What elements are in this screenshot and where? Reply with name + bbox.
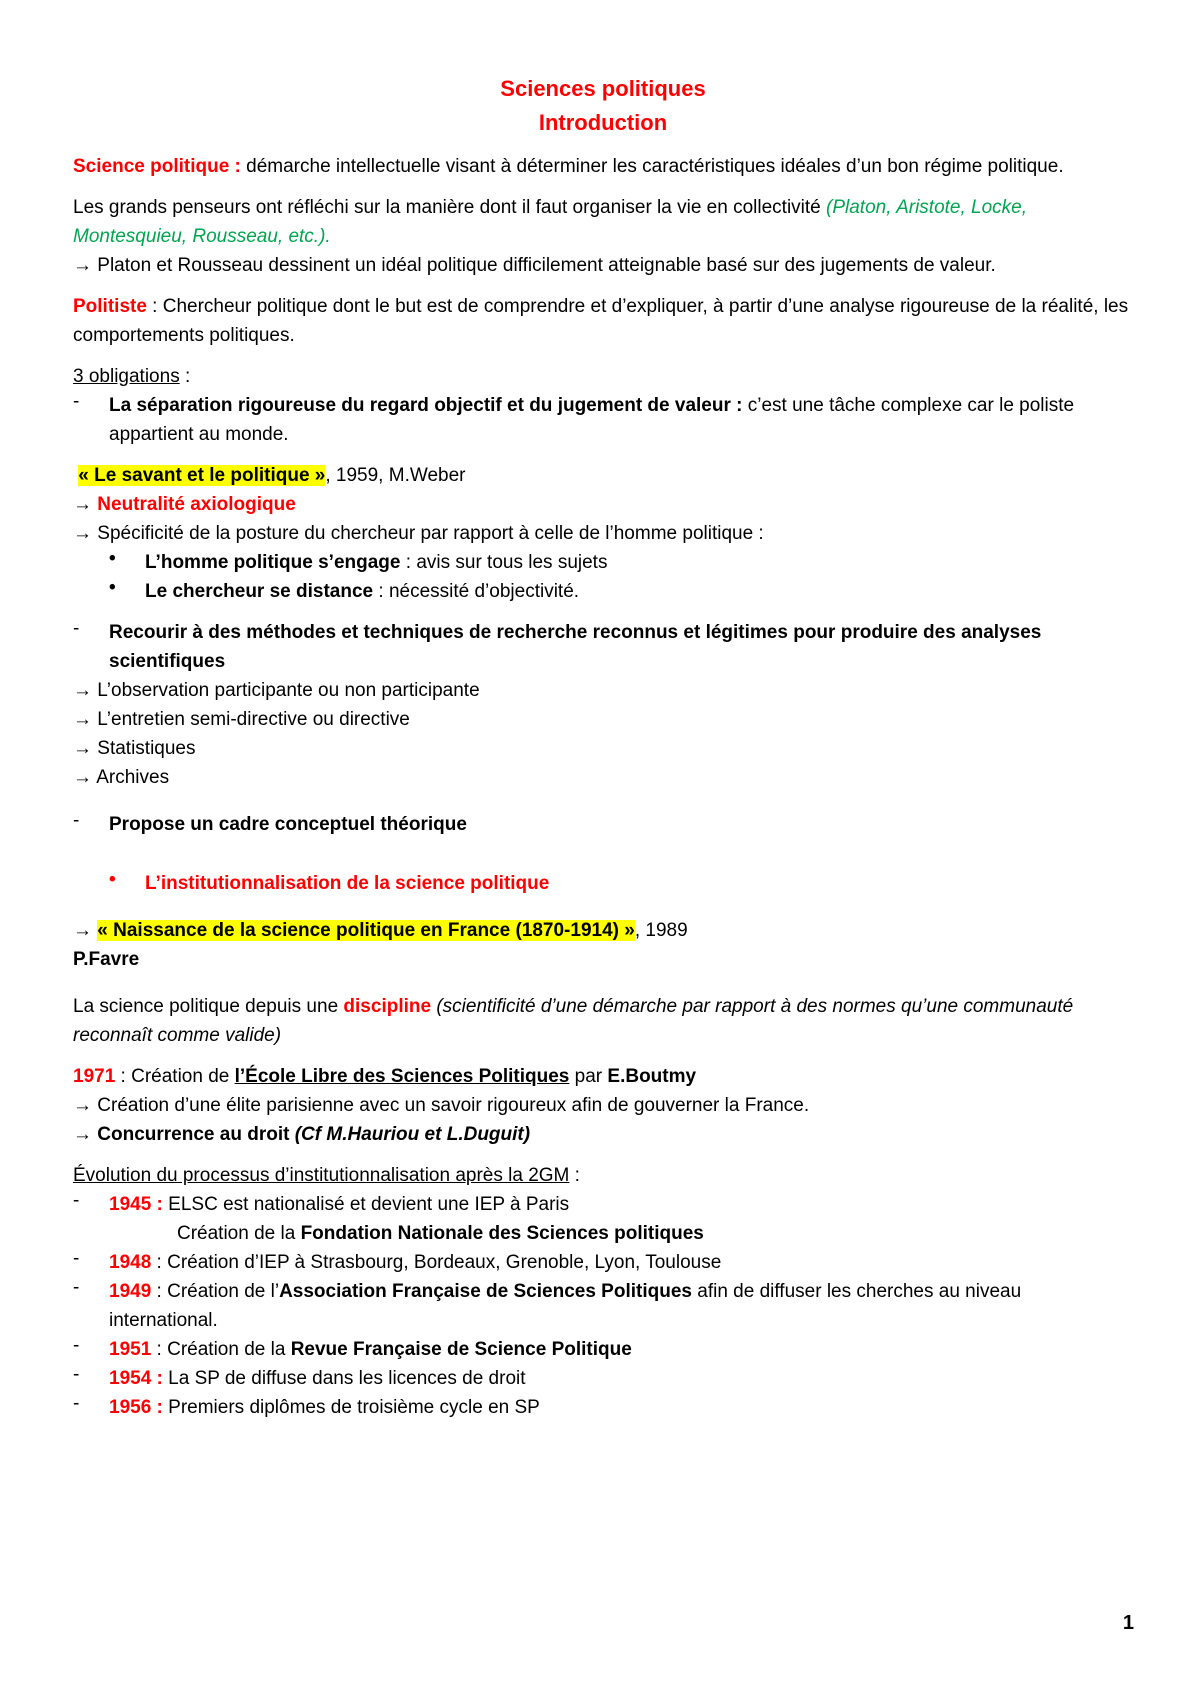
timeline-1945-fondation: Création de la Fondation Nationale des Sciences politiques (177, 1223, 704, 1244)
method-item: → Archives (73, 767, 170, 788)
posture-line: → Spécificité de la posture du chercheur par rapport à celle de l’homme politique : (73, 523, 764, 544)
timeline-1956: - 1956 : Premiers diplômes de troisième cycle en SP (73, 1393, 540, 1418)
line-1971: 1971 : Création de l’École Libre des Sciences Politiques par E.Boutmy (73, 1066, 697, 1087)
neutralite-line: → Neutralité axiologique (73, 494, 296, 515)
obligation-3: - Propose un cadre conceptuel théorique (73, 810, 467, 835)
elite-line: → Création d’une élite parisienne avec un savoir rigoureux afin de gouverner la France. (73, 1095, 810, 1116)
section-heading-institutionnalisation: • L’institutionnalisation de la science politique (109, 869, 550, 894)
bullet-homme-politique: • L’homme politique s’engage : avis sur tous les sujets (109, 548, 608, 573)
timeline-1951: - 1951 : Création de la Revue Française de Science Politique (73, 1335, 632, 1360)
obligation-2: - Recourir à des méthodes et techniques de recherche reconnus et légitimes pour produire des analyses scientifiques (73, 618, 1042, 672)
timeline-1948: - 1948 : Création d’IEP à Strasbourg, Bordeaux, Grenoble, Lyon, Toulouse (73, 1248, 722, 1273)
term-politiste: Politiste (73, 296, 147, 317)
definition-science-politique: Science politique : démarche intellectuelle visant à déterminer les caractéristiques idéales d’un bon régime politique. (73, 156, 1064, 177)
paragraph-penseurs: Les grands penseurs ont réfléchi sur la manière dont il faut organiser la vie en collectivité (Platon, Aristote, Locke, Montesquieu, Rousseau, etc.). (73, 197, 1028, 247)
concurrence-line: → Concurrence au droit (Cf M.Hauriou et L.Duguit) (73, 1124, 531, 1145)
favre-reference: → « Naissance de la science politique en France (1870-1914) », 1989 (73, 920, 688, 941)
favre-author: P.Favre (73, 949, 140, 970)
weber-title: « Le savant et le politique » (78, 465, 326, 486)
arrow-platon-rousseau: → Platon et Rousseau dessinent un idéal politique difficilement atteignable basé sur des jugements de valeur. (73, 255, 996, 276)
method-item: → Statistiques (73, 738, 196, 759)
obligations-heading: 3 obligations : (73, 366, 191, 387)
page-number: 1 (1122, 1612, 1134, 1634)
favre-title: « Naissance de la science politique en France (1870-1914) » (97, 920, 635, 941)
definition-politiste: Politiste : Chercheur politique dont le but est de comprendre et d’expliquer, à partir d’une analyse rigoureuse de la réalité, les comportements politiques. (73, 296, 1129, 346)
term-science-politique: Science politique : (73, 156, 241, 177)
method-item: → L’observation participante ou non participante (73, 680, 480, 701)
timeline-1945: - 1945 : ELSC est nationalisé et devient une IEP à Paris (73, 1190, 570, 1215)
timeline-1954: - 1954 : La SP de diffuse dans les licences de droit (73, 1364, 526, 1389)
document-title: Sciences politiques (500, 76, 706, 101)
evolution-heading: Évolution du processus d’institutionnalisation après la 2GM : (73, 1165, 580, 1186)
dash-marker: - (73, 391, 80, 412)
timeline-1949: - 1949 : Création de l’Association Française de Sciences Politiques afin de diffuser les cherches au niveau international. (73, 1277, 1022, 1331)
document-subtitle: Introduction (538, 110, 668, 135)
penseurs-names: (Platon, Aristote, Locke, Montesquieu, Rousseau, etc.). (73, 197, 1028, 247)
document-page (73, 72, 1133, 1422)
bullet-chercheur: • Le chercheur se distance : nécessité d’objectivité. (109, 577, 580, 602)
discipline-paragraph: La science politique depuis une discipline (scientificité d’une démarche par rapport à des normes qu’une communauté reconnaît comme valide) (73, 996, 1074, 1046)
weber-reference: « Le savant et le politique », 1959, M.Weber (78, 465, 466, 486)
obligation-1: - La séparation rigoureuse du regard objectif et du jugement de valeur : c’est une tâche complexe car le poliste appartient au monde. (73, 391, 1133, 449)
method-item: → L’entretien semi-directive ou directive (73, 709, 410, 730)
